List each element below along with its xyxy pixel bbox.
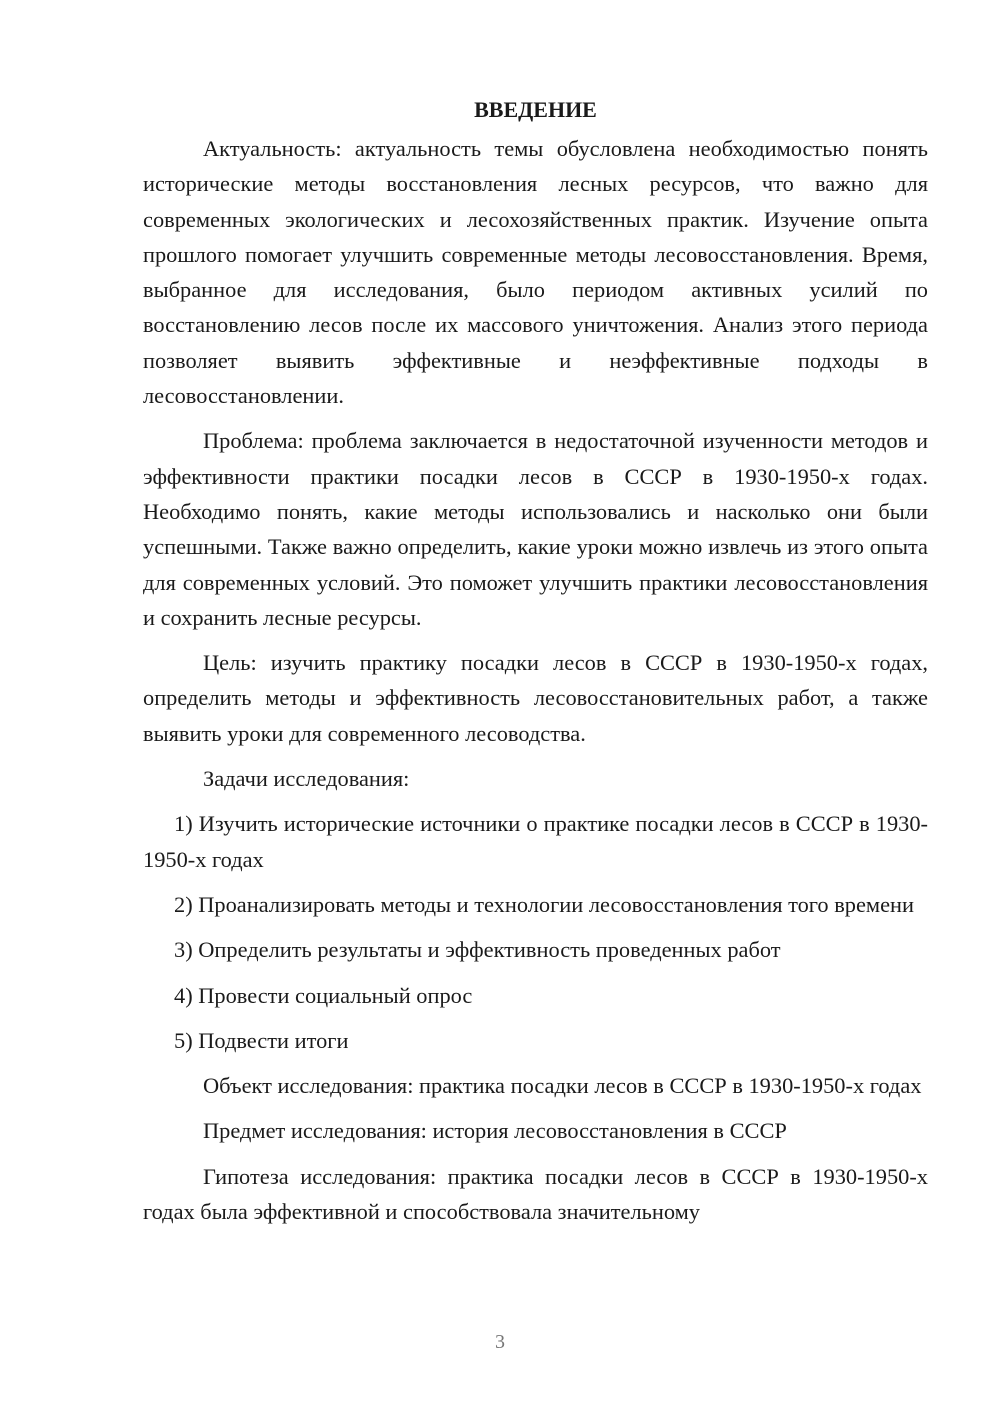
task-item: 5) Подвести итоги [174,1027,349,1053]
relevance-paragraph: Актуальность: актуальность темы обусловлена необходимостью понять исторические методы восстановления лесных ресурсов, что важно для современных экологических и лесохозяйственных практик. Изучение опыта прошлого помогает улучшить современные методы лесовосстановления. Время, выбранное для исследования, было периодом активных усилий по восстановлению лесов после их массового уничтожения. Анализ этого периода позволяет выявить эффективные и неэффективные подходы в лесовосстановлении. [143,136,928,409]
subject-paragraph: Предмет исследования: история лесовосстановления в СССР [203,1118,787,1144]
document-page [143,92,928,1239]
task-item: 4) Провести социальный опрос [174,982,473,1008]
object-paragraph: Объект исследования: практика посадки лесов в СССР в 1930-1950-х годах [203,1073,922,1099]
tasks-heading: Задачи исследования: [203,766,410,792]
task-item: 3) Определить результаты и эффективность проведенных работ [174,937,781,963]
hypothesis-paragraph: Гипотеза исследования: практика посадки лесов в СССР в 1930-1950-х годах была эффективной и способствовала значительному [143,1163,928,1225]
problem-paragraph: Проблема: проблема заключается в недостаточной изученности методов и эффективности практики посадки лесов в СССР в 1930-1950-х годах. Необходимо понять, какие методы использовались и насколько они были успешными. Также важно определить, какие уроки можно извлечь из этого опыта для современных условий. Это поможет улучшить практики лесовосстановления и сохранить лесные ресурсы. [143,428,928,630]
task-item: 1) Изучить исторические источники о практике посадки лесов в СССР в 1930-1950-х годах [143,811,928,872]
goal-paragraph: Цель: изучить практику посадки лесов в СССР в 1930-1950-х годах, определить методы и эффективность лесовосстановительных работ, а также выявить уроки для современного лесоводства. [143,650,928,746]
task-item: 2) Проанализировать методы и технологии лесовосстановления того времени [174,891,915,917]
section-title: ВВЕДЕНИЕ [474,97,597,122]
page-number: 3 [495,1331,505,1353]
